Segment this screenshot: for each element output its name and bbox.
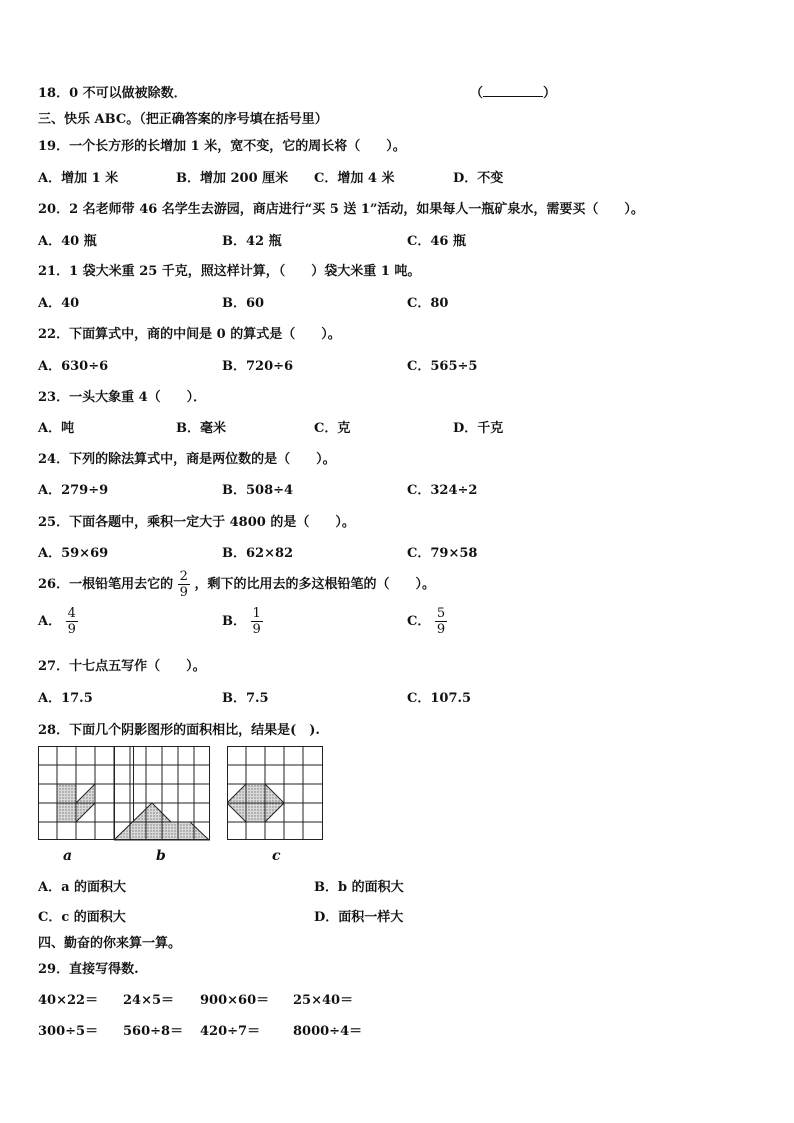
calc-item[interactable]: 560÷8＝ (123, 1024, 184, 1039)
q21-option-c[interactable]: C．80 (407, 296, 449, 311)
q22-option-b[interactable]: B．720÷6 (222, 359, 294, 374)
q23-option-a[interactable]: A．吨 (38, 421, 75, 436)
section-4-heading: 四、勤奋的你来算一算。 (38, 936, 182, 951)
calc-item[interactable]: 40×22＝ (38, 993, 99, 1008)
q22-option-c[interactable]: C．565÷5 (407, 359, 478, 374)
question-22-text: 22．下面算式中，商的中间是 0 的算式是（ ）。 (38, 327, 341, 342)
q20-option-a[interactable]: A．40 瓶 (38, 234, 97, 249)
q23-option-c[interactable]: C．克 (314, 421, 351, 436)
q23-option-d[interactable]: D．千克 (453, 421, 504, 436)
question-26-text-before: 26．一根铅笔用去它的 (38, 577, 174, 592)
question-18-answer: （ ） (470, 86, 557, 101)
q28-option-b[interactable]: B．b 的面积大 (314, 880, 404, 895)
question-25-text: 25．下面各题中，乘积一定大于 4800 的是（ ）。 (38, 515, 355, 530)
q26-option-c[interactable]: C． $\frac{5}{9}$ (407, 606, 446, 637)
figure-b-grid (114, 746, 211, 841)
q22-option-a[interactable]: A．630÷6 (38, 359, 109, 374)
q26-option-a[interactable]: A． $\frac{4}{9}$ (38, 606, 76, 637)
q20-option-c[interactable]: C．46 瓶 (407, 234, 466, 249)
figure-a-label: a (63, 848, 73, 864)
fraction: $\frac{5}{9}$ (436, 606, 446, 637)
question-26 (38, 570, 435, 599)
q19-option-d[interactable]: D．不变 (453, 171, 504, 186)
q19-option-a[interactable]: A．增加 1 米 (38, 171, 119, 186)
calc-item[interactable]: 300÷5＝ (38, 1024, 99, 1039)
answer-blank[interactable] (483, 86, 543, 97)
q23-option-b[interactable]: B．毫米 (176, 421, 226, 436)
calc-item[interactable]: 420÷7＝ (200, 1024, 261, 1039)
q28-option-c[interactable]: C．c 的面积大 (38, 910, 126, 925)
q26-option-b[interactable]: B． $\frac{1}{9}$ (222, 606, 261, 637)
q19-option-b[interactable]: B．增加 200 厘米 (176, 171, 289, 186)
question-23-text: 23．一头大象重 4（ ）． (38, 390, 207, 405)
calc-item[interactable]: 900×60＝ (200, 993, 270, 1008)
calc-item[interactable]: 8000÷4＝ (293, 1024, 363, 1039)
q25-option-b[interactable]: B．62×82 (222, 546, 294, 561)
question-24-text: 24．下列的除法算式中，商是两位数的是（ ）。 (38, 452, 336, 467)
question-26-text-after: ，剩下的比用去的多这根铅笔的（ ）。 (194, 577, 435, 592)
q24-option-b[interactable]: B．508÷4 (222, 483, 294, 498)
q27-option-a[interactable]: A．17.5 (38, 691, 93, 706)
q20-option-b[interactable]: B．42 瓶 (222, 234, 282, 249)
q27-option-c[interactable]: C．107.5 (407, 691, 472, 706)
question-21-text: 21．1 袋大米重 25 千克，照这样计算，（ ）袋大米重 1 吨。 (38, 264, 421, 279)
q24-option-c[interactable]: C．324÷2 (407, 483, 478, 498)
q27-option-b[interactable]: B．7.5 (222, 691, 269, 706)
q25-option-a[interactable]: A．59×69 (38, 546, 109, 561)
q21-option-b[interactable]: B．60 (222, 296, 265, 311)
figure-b-label: b (156, 848, 166, 864)
question-27-text: 27．十七点五写作（ ）。 (38, 659, 206, 674)
fraction: $\frac{4}{9}$ (67, 606, 76, 637)
question-20-text: 20．2 名老师带 46 名学生去游园，商店进行“买 5 送 1”活动，如果每人一瓶矿泉水，需要买（ ）。 (38, 202, 644, 217)
fraction-two-ninths: $\frac{2}{9}$ (179, 569, 188, 600)
q28-option-d[interactable]: D．面积一样大 (314, 910, 404, 925)
q21-option-a[interactable]: A．40 (38, 296, 80, 311)
q19-option-c[interactable]: C．增加 4 米 (314, 171, 395, 186)
question-28-text: 28．下面几个阴影图形的面积相比，结果是( ). (38, 723, 320, 738)
question-29-text: 29．直接写得数. (38, 962, 139, 977)
q24-option-a[interactable]: A．279÷9 (38, 483, 109, 498)
question-19-text: 19．一个长方形的长增加 1 米，宽不变，它的周长将（ ）。 (38, 139, 406, 154)
figure-c-label: c (272, 848, 281, 864)
calc-item[interactable]: 25×40＝ (293, 993, 354, 1008)
question-18-text: 18．0 不可以做被除数． (38, 86, 187, 101)
figure-c-grid (227, 746, 324, 841)
section-3-heading: 三、快乐 ABC。（把正确答案的序号填在括号里） (38, 112, 328, 127)
question-18 (38, 82, 187, 101)
calc-item[interactable]: 24×5＝ (123, 993, 175, 1008)
fraction: $\frac{1}{9}$ (252, 606, 261, 637)
q28-option-a[interactable]: A．a 的面积大 (38, 880, 127, 895)
q25-option-c[interactable]: C．79×58 (407, 546, 478, 561)
